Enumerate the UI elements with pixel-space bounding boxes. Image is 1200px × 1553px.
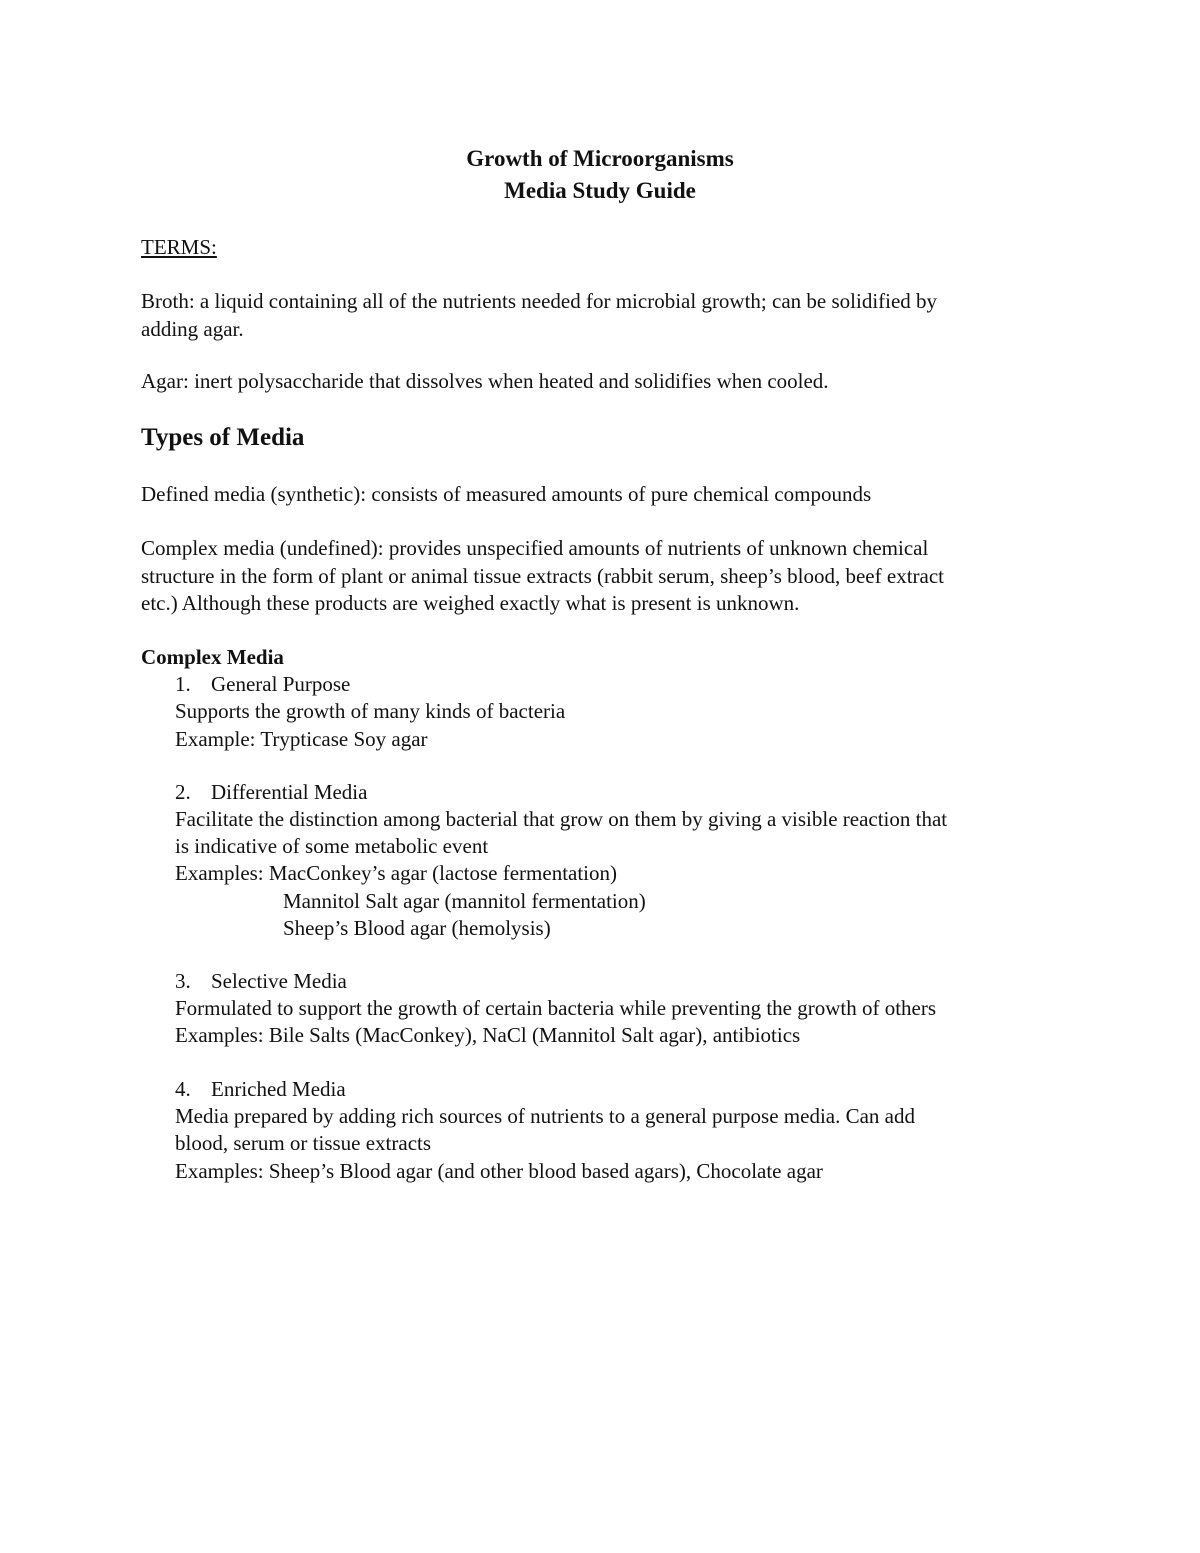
list-item-line: Example: Trypticase Soy agar [175, 727, 428, 751]
list-item-line: Supports the growth of many kinds of bacteria [175, 699, 566, 723]
list-item-title [175, 670, 350, 698]
complex-media-line-1: Complex media (undefined): provides unspecified amounts of nutrients of unknown chemical [141, 536, 929, 560]
broth-definition-line-1: Broth: a liquid containing all of the nutrients needed for microbial growth; can be solidified by [141, 289, 938, 313]
list-item-title [175, 967, 347, 995]
list-item-title-text: Differential Media [211, 780, 368, 804]
types-of-media-heading: Types of Media [141, 424, 305, 451]
broth-definition-line-2: adding agar. [141, 317, 244, 341]
list-item-title-text: General Purpose [211, 672, 351, 696]
agar-definition: Agar: inert polysaccharide that dissolves when heated and solidifies when cooled. [141, 369, 829, 393]
list-item-line: Examples: Sheep’s Blood agar (and other blood based agars), Chocolate agar [175, 1159, 823, 1183]
complex-media-heading: Complex Media [141, 645, 284, 669]
defined-media-line: Defined media (synthetic): consists of measured amounts of pure chemical compounds [141, 482, 872, 506]
list-item-line: blood, serum or tissue extracts [175, 1131, 432, 1155]
list-item-title [175, 1075, 346, 1103]
list-item-line: Examples: Bile Salts (MacConkey), NaCl (Mannitol Salt agar), antibiotics [175, 1023, 801, 1047]
list-item-number: 2. [175, 780, 191, 804]
list-item-line: Facilitate the distinction among bacterial that grow on them by giving a visible reaction that [175, 807, 948, 831]
list-item-number: 3. [175, 969, 191, 993]
complex-media-line-2: structure in the form of plant or animal tissue extracts (rabbit serum, sheep’s blood, beef extract [141, 564, 944, 588]
list-item-title-text: Enriched Media [211, 1077, 346, 1101]
list-item-line: Media prepared by adding rich sources of nutrients to a general purpose media. Can add [175, 1104, 916, 1128]
list-item-number: 1. [175, 672, 191, 696]
list-item-title [175, 778, 367, 806]
document-title: Growth of Microorganisms [466, 146, 734, 171]
list-item-number: 4. [175, 1077, 191, 1101]
document-subtitle: Media Study Guide [504, 178, 696, 203]
list-item-line: Mannitol Salt agar (mannitol fermentation) [283, 889, 646, 913]
list-item-line: is indicative of some metabolic event [175, 834, 489, 858]
list-item-line: Sheep’s Blood agar (hemolysis) [283, 916, 551, 940]
complex-media-line-3: etc.) Although these products are weighed exactly what is present is unknown. [141, 591, 800, 615]
list-item-line: Examples: MacConkey’s agar (lactose fermentation) [175, 861, 618, 885]
terms-heading: TERMS: [141, 235, 217, 259]
list-item-line: Formulated to support the growth of certain bacteria while preventing the growth of others [175, 996, 937, 1020]
list-item-title-text: Selective Media [211, 969, 347, 993]
